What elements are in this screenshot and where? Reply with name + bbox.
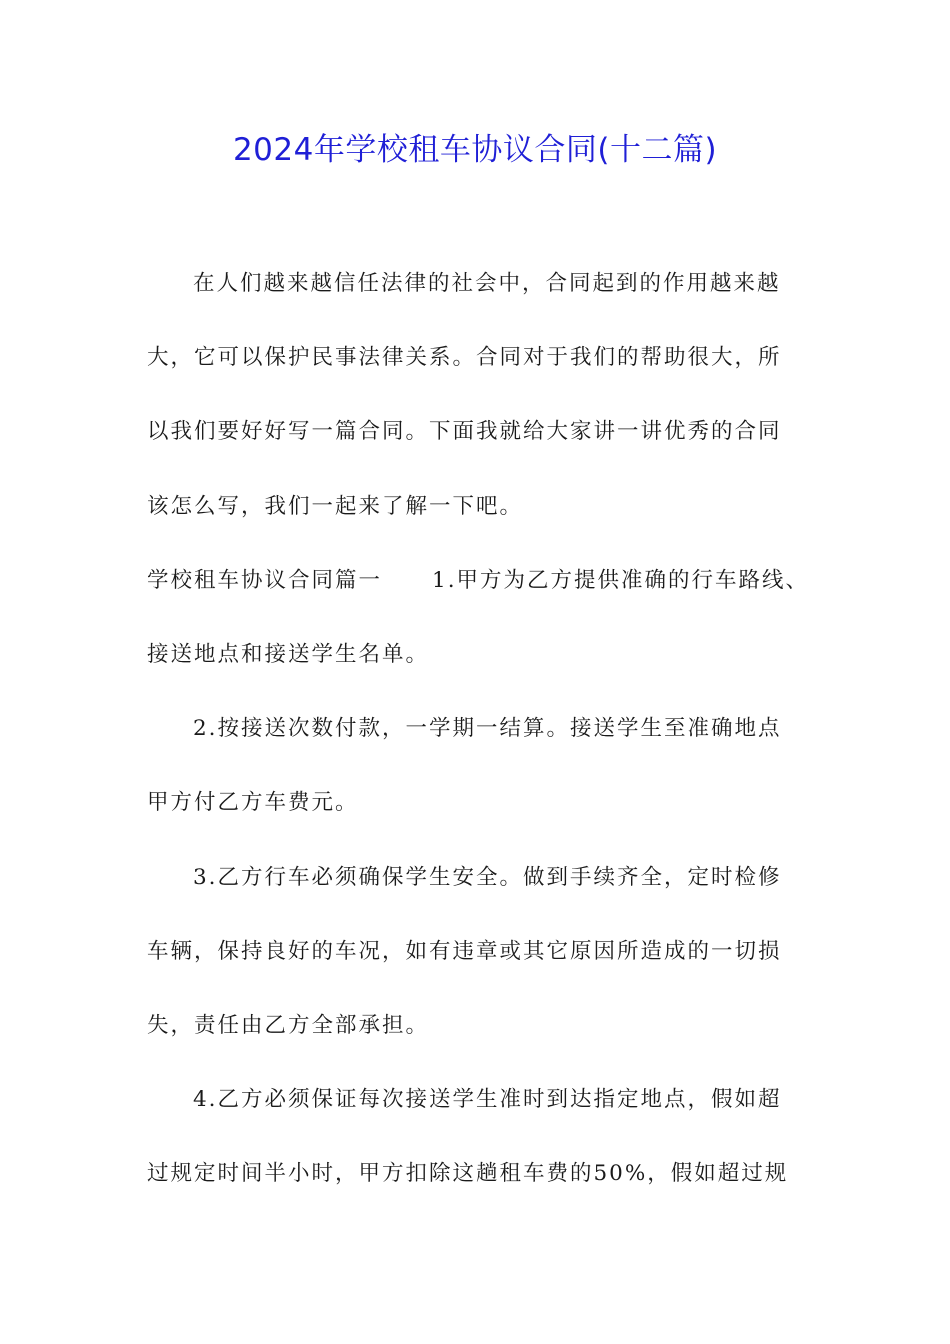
paragraph-line: 甲方付乙方车费元。: [147, 790, 359, 816]
document-title: 2024年学校租车协议合同(十二篇): [232, 132, 718, 168]
section-heading-line: [147, 559, 827, 633]
paragraph-line: 接送地点和接送学生名单。: [147, 641, 430, 667]
paragraph-line: 该怎么写，我们一起来了解一下吧。: [147, 493, 524, 519]
clause-line: 3.乙方行车必须确保学生安全。做到手续齐全，定时检修: [193, 864, 782, 890]
clause-line: 4.乙方必须保证每次接送学生准时到达指定地点，假如超: [193, 1087, 782, 1113]
paragraph-line: 车辆，保持良好的车况，如有违章或其它原因所造成的一切损: [147, 938, 782, 964]
paragraph-line: 过规定时间半小时，甲方扣除这趟租车费的50%，假如超过规: [147, 1161, 789, 1187]
document-body: [147, 262, 827, 1226]
paragraph-line: 失，责任由乙方全部承担。: [147, 1012, 430, 1038]
section-heading: 学校租车协议合同篇一: [147, 567, 383, 593]
paragraph-line: 在人们越来越信任法律的社会中，合同起到的作用越来越: [193, 271, 781, 296]
clause-line: 2.按接送次数付款，一学期一结算。接送学生至准确地点: [193, 716, 782, 742]
clause-text: 1.甲方为乙方提供准确的行车路线、: [432, 567, 810, 593]
paragraph-line: 以我们要好好写一篇合同。下面我就给大家讲一讲优秀的合同: [147, 419, 782, 445]
paragraph-line: 大，它可以保护民事法律关系。合同对于我们的帮助很大，所: [147, 345, 782, 371]
